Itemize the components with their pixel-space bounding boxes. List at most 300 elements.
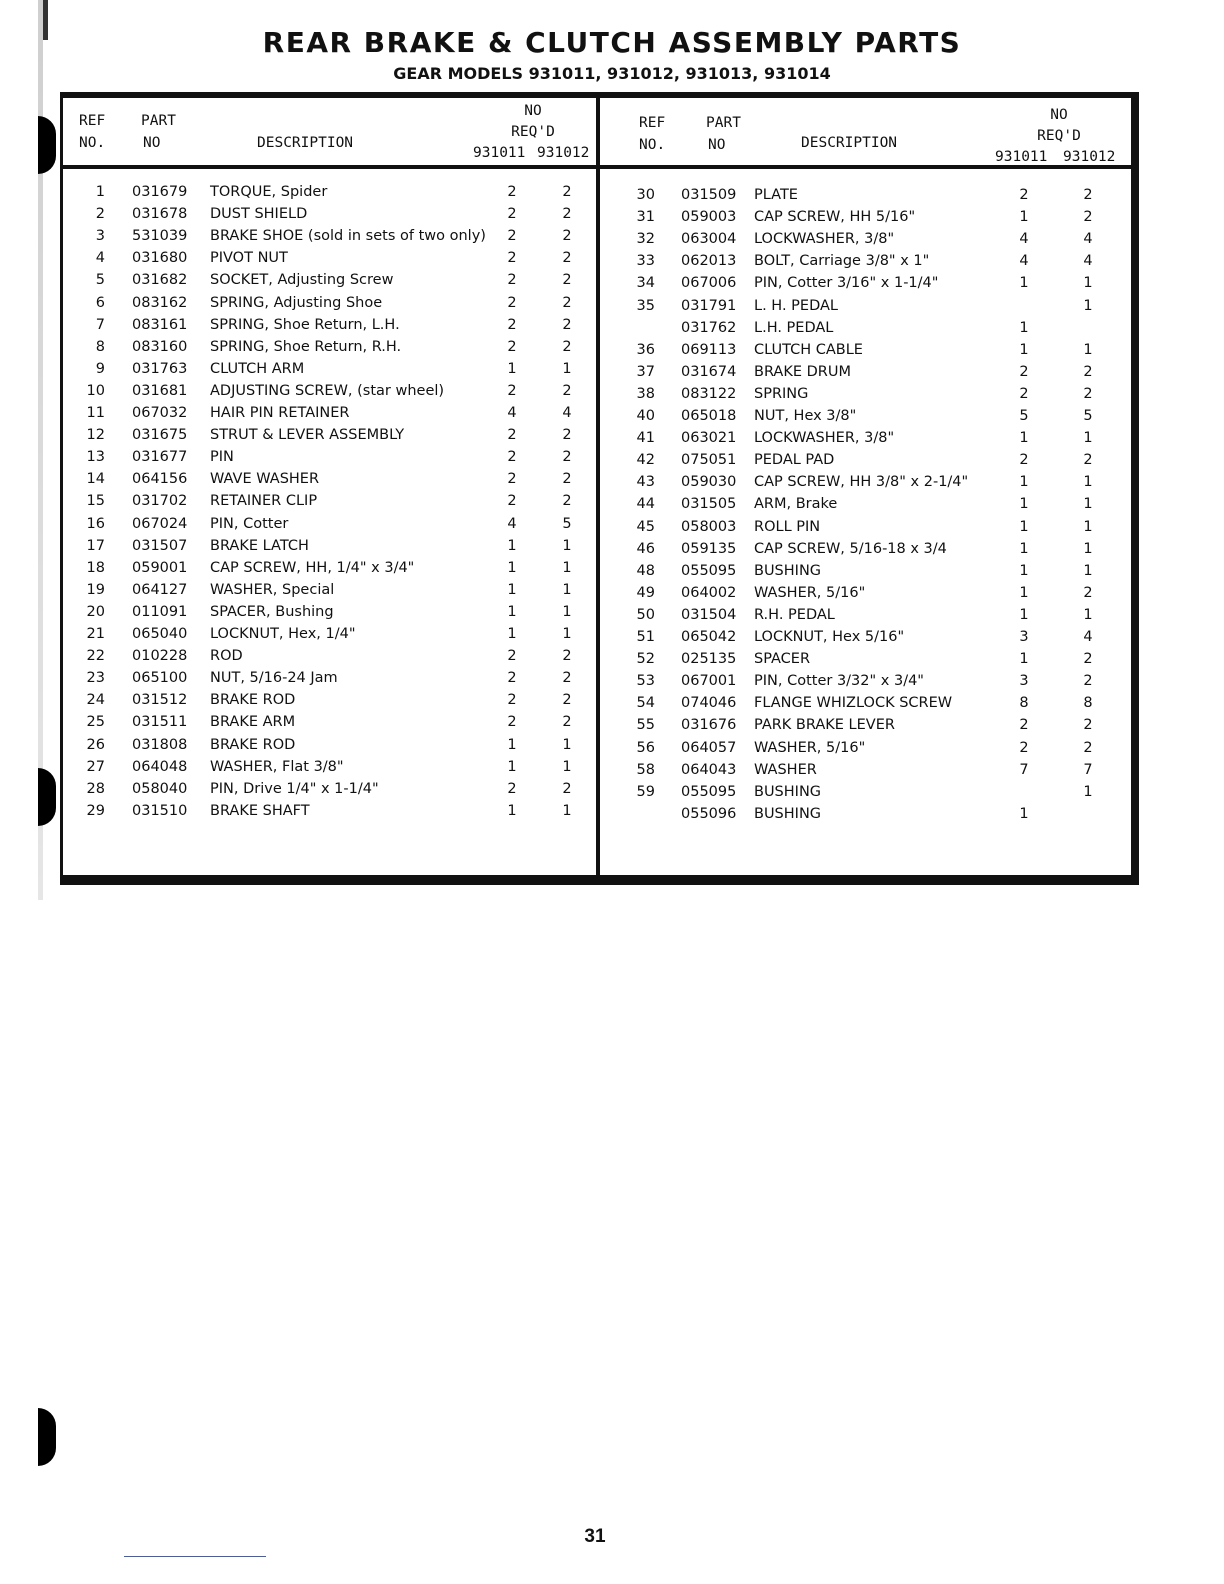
part-number: 059001 bbox=[132, 559, 188, 576]
parts-table bbox=[60, 92, 1139, 885]
header-part-no: NO bbox=[708, 137, 726, 153]
qty-931011: 1 bbox=[1019, 805, 1029, 822]
part-number: 031682 bbox=[132, 272, 188, 289]
part-number: 531039 bbox=[132, 228, 188, 245]
ref-number: 59 bbox=[636, 783, 655, 800]
part-description: LOCKWASHER, 3/8" bbox=[754, 231, 895, 248]
qty-931012: 2 bbox=[1083, 651, 1093, 668]
ref-number: 42 bbox=[636, 452, 655, 469]
qty-931012: 1 bbox=[562, 559, 572, 576]
qty-931011: 2 bbox=[507, 206, 517, 223]
table-row bbox=[63, 206, 1131, 228]
qty-931011: 3 bbox=[1019, 673, 1029, 690]
part-number: 083160 bbox=[132, 338, 188, 355]
part-number: 058003 bbox=[681, 518, 737, 535]
part-number: 069113 bbox=[681, 341, 737, 358]
part-description: CAP SCREW, HH 5/16" bbox=[754, 209, 916, 226]
qty-931012: 4 bbox=[1083, 629, 1093, 645]
part-number: 074046 bbox=[681, 695, 737, 712]
part-description: SPACER bbox=[754, 651, 811, 668]
qty-931011: 2 bbox=[1019, 452, 1029, 469]
ref-number: 56 bbox=[636, 739, 655, 756]
ref-number: 10 bbox=[86, 382, 105, 399]
part-number: 067001 bbox=[681, 673, 737, 690]
header-model-931011: 931011 bbox=[995, 149, 1048, 165]
qty-931011: 7 bbox=[1019, 761, 1029, 778]
table-row bbox=[63, 449, 1131, 471]
ref-number: 25 bbox=[86, 714, 105, 731]
ref-number: 34 bbox=[636, 275, 655, 292]
ref-number: 46 bbox=[636, 540, 655, 557]
ref-number: 50 bbox=[636, 606, 655, 623]
part-number: 059030 bbox=[681, 474, 737, 491]
header-ref-no: NO. bbox=[639, 137, 666, 153]
part-number: 062013 bbox=[681, 253, 737, 270]
part-description: CLUTCH ARM bbox=[210, 360, 305, 377]
qty-931012: 4 bbox=[1083, 253, 1093, 270]
qty-931011: 1 bbox=[1019, 209, 1029, 226]
qty-931012: 2 bbox=[562, 670, 572, 687]
ref-number: 33 bbox=[636, 253, 655, 270]
part-number: 064156 bbox=[132, 471, 188, 488]
part-number: 083162 bbox=[132, 294, 188, 311]
qty-931011: 2 bbox=[507, 294, 517, 311]
punch-hole bbox=[38, 1408, 56, 1466]
header-req-no: NO bbox=[1050, 107, 1068, 123]
qty-931012: 4 bbox=[1083, 231, 1093, 248]
part-description: SPRING, Adjusting Shoe bbox=[210, 294, 383, 311]
qty-931011: 2 bbox=[1019, 717, 1029, 734]
ref-number: 22 bbox=[86, 648, 105, 665]
qty-931011: 4 bbox=[507, 405, 517, 421]
ref-number: 31 bbox=[636, 209, 655, 226]
qty-931011: 2 bbox=[507, 382, 517, 399]
qty-931012: 2 bbox=[562, 316, 572, 333]
table-row bbox=[63, 714, 1131, 736]
qty-931012: 2 bbox=[1083, 385, 1093, 402]
table-row bbox=[63, 250, 1131, 272]
part-description: BRAKE SHOE (sold in sets of two only) bbox=[210, 228, 486, 245]
header-part: PART bbox=[706, 115, 741, 131]
qty-931011: 5 bbox=[1019, 408, 1029, 424]
ref-number: 13 bbox=[86, 449, 105, 466]
qty-931011: 2 bbox=[507, 493, 517, 510]
qty-931012: 2 bbox=[1083, 739, 1093, 756]
part-description: DUST SHIELD bbox=[210, 206, 308, 223]
table-row bbox=[63, 582, 1131, 604]
header-req-no: NO bbox=[524, 103, 542, 119]
part-number: 031791 bbox=[681, 297, 737, 314]
part-number: 067024 bbox=[132, 515, 188, 532]
table-row bbox=[63, 295, 1131, 317]
ref-number: 8 bbox=[95, 338, 105, 355]
ref-number: 28 bbox=[86, 780, 105, 797]
qty-931011: 1 bbox=[507, 603, 517, 620]
part-number: 031762 bbox=[681, 319, 737, 336]
qty-931011: 1 bbox=[1019, 341, 1029, 358]
qty-931012: 2 bbox=[562, 272, 572, 289]
header-reqd: REQ'D bbox=[511, 124, 555, 140]
table-row bbox=[63, 383, 1131, 405]
header-rule-right bbox=[598, 165, 1131, 169]
ref-number: 16 bbox=[86, 515, 105, 532]
qty-931011: 2 bbox=[1019, 385, 1029, 402]
ref-number: 1 bbox=[95, 184, 105, 200]
qty-931011: 1 bbox=[507, 360, 517, 377]
qty-931012: 2 bbox=[1083, 673, 1093, 690]
ref-number: 37 bbox=[636, 363, 655, 380]
part-description: PLATE bbox=[754, 187, 798, 203]
table-row bbox=[63, 471, 1131, 493]
qty-931011: 1 bbox=[1019, 518, 1029, 535]
ref-number: 58 bbox=[636, 761, 655, 778]
part-number: 059135 bbox=[681, 540, 737, 557]
part-description: CAP SCREW, HH 3/8" x 2-1/4" bbox=[754, 474, 969, 491]
part-number: 067006 bbox=[681, 275, 737, 292]
part-number: 031511 bbox=[132, 714, 188, 731]
ref-number: 49 bbox=[636, 584, 655, 601]
qty-931011: 3 bbox=[1019, 629, 1029, 645]
qty-931012: 2 bbox=[562, 449, 572, 466]
ref-number: 11 bbox=[86, 405, 105, 421]
part-description: BOLT, Carriage 3/8" x 1" bbox=[754, 253, 930, 270]
qty-931012: 1 bbox=[562, 581, 572, 598]
part-number: 067032 bbox=[132, 405, 188, 421]
qty-931012: 1 bbox=[1083, 496, 1093, 513]
table-row bbox=[63, 339, 1131, 361]
qty-931011: 2 bbox=[507, 228, 517, 245]
qty-931012: 2 bbox=[1083, 584, 1093, 601]
part-description: ADJUSTING SCREW, (star wheel) bbox=[210, 382, 445, 399]
qty-931012: 1 bbox=[1083, 540, 1093, 557]
qty-931012: 2 bbox=[562, 338, 572, 355]
part-description: BRAKE DRUM bbox=[754, 363, 851, 380]
part-description: BRAKE SHAFT bbox=[210, 802, 310, 819]
qty-931011: 1 bbox=[1019, 606, 1029, 623]
part-description: PIN, Cotter 3/16" x 1-1/4" bbox=[754, 275, 939, 292]
ref-number: 45 bbox=[636, 518, 655, 535]
qty-931011: 2 bbox=[507, 780, 517, 797]
table-row bbox=[63, 516, 1131, 538]
qty-931012: 5 bbox=[562, 515, 572, 532]
part-description: SPRING, Shoe Return, L.H. bbox=[210, 316, 400, 333]
part-number: 065040 bbox=[132, 626, 188, 642]
part-description: PIN, Cotter 3/32" x 3/4" bbox=[754, 673, 924, 690]
page-title: REAR BRAKE & CLUTCH ASSEMBLY PARTS bbox=[262, 26, 962, 59]
table-row bbox=[63, 184, 1131, 206]
qty-931012: 1 bbox=[1083, 430, 1093, 447]
part-number: 083161 bbox=[132, 316, 188, 333]
part-description: R.H. PEDAL bbox=[754, 606, 835, 623]
part-description: SPACER, Bushing bbox=[210, 603, 334, 620]
part-number: 031678 bbox=[132, 206, 188, 223]
part-description: WASHER, 5/16" bbox=[754, 584, 866, 601]
part-number: 031681 bbox=[132, 382, 188, 399]
part-description: NUT, Hex 3/8" bbox=[754, 408, 857, 424]
page-subtitle: GEAR MODELS 931011, 931012, 931013, 931014 bbox=[393, 64, 831, 83]
part-description: BRAKE ARM bbox=[210, 714, 296, 731]
part-description: PIN, Drive 1/4" x 1-1/4" bbox=[210, 780, 379, 797]
ref-number: 5 bbox=[95, 272, 105, 289]
qty-931012: 1 bbox=[1083, 474, 1093, 491]
table-row bbox=[63, 427, 1131, 449]
part-number: 065018 bbox=[681, 408, 737, 424]
qty-931011: 1 bbox=[507, 559, 517, 576]
part-number: 055095 bbox=[681, 562, 737, 579]
part-description: PIN bbox=[210, 449, 234, 466]
header-ref: REF bbox=[79, 113, 106, 129]
part-number: 064057 bbox=[681, 739, 737, 756]
qty-931011: 1 bbox=[1019, 319, 1029, 336]
part-description: SOCKET, Adjusting Screw bbox=[210, 272, 394, 289]
part-number: 025135 bbox=[681, 651, 737, 668]
part-number: 031510 bbox=[132, 802, 188, 819]
qty-931012: 2 bbox=[562, 250, 572, 267]
qty-931011: 4 bbox=[1019, 253, 1029, 270]
ref-number: 27 bbox=[86, 758, 105, 775]
ref-number: 51 bbox=[636, 629, 655, 645]
part-number: 031675 bbox=[132, 427, 188, 444]
header-description: DESCRIPTION bbox=[257, 135, 354, 151]
part-description: PEDAL PAD bbox=[754, 452, 835, 469]
ref-number: 48 bbox=[636, 562, 655, 579]
qty-931011: 2 bbox=[507, 692, 517, 709]
part-description: RETAINER CLIP bbox=[210, 493, 318, 510]
ref-number: 7 bbox=[95, 316, 105, 333]
ref-number: 12 bbox=[86, 427, 105, 444]
table-row bbox=[63, 604, 1131, 626]
page-number: 31 bbox=[584, 1526, 606, 1547]
ref-number: 21 bbox=[86, 626, 105, 642]
part-description: BUSHING bbox=[754, 805, 822, 822]
qty-931011: 1 bbox=[1019, 474, 1029, 491]
header-reqd: REQ'D bbox=[1037, 128, 1081, 144]
part-description: BUSHING bbox=[754, 783, 822, 800]
qty-931011: 1 bbox=[1019, 562, 1029, 579]
qty-931012: 2 bbox=[562, 294, 572, 311]
part-number: 031679 bbox=[132, 184, 188, 200]
part-number: 065042 bbox=[681, 629, 737, 645]
part-number: 064127 bbox=[132, 581, 188, 598]
part-number: 031676 bbox=[681, 717, 737, 734]
qty-931011: 1 bbox=[1019, 540, 1029, 557]
part-description: ARM, Brake bbox=[754, 496, 838, 513]
part-number: 064002 bbox=[681, 584, 737, 601]
part-number: 031507 bbox=[132, 537, 188, 554]
ref-number: 15 bbox=[86, 493, 105, 510]
table-row bbox=[63, 405, 1131, 427]
punch-hole bbox=[38, 768, 56, 826]
header-ref: REF bbox=[639, 115, 666, 131]
ref-number: 38 bbox=[636, 385, 655, 402]
qty-931012: 1 bbox=[562, 603, 572, 620]
ref-number: 9 bbox=[95, 360, 105, 377]
ref-number: 19 bbox=[86, 581, 105, 598]
part-number: 059003 bbox=[681, 209, 737, 226]
header-ref-no: NO. bbox=[79, 135, 106, 151]
qty-931012: 1 bbox=[1083, 297, 1093, 314]
part-description: L.H. PEDAL bbox=[754, 319, 834, 336]
part-number: 031680 bbox=[132, 250, 188, 267]
table-row bbox=[63, 493, 1131, 515]
qty-931012: 2 bbox=[562, 206, 572, 223]
qty-931011: 2 bbox=[507, 714, 517, 731]
ref-number: 52 bbox=[636, 651, 655, 668]
ref-number: 30 bbox=[636, 187, 655, 203]
part-description: WASHER, 5/16" bbox=[754, 739, 866, 756]
part-number: 031763 bbox=[132, 360, 188, 377]
part-number: 065100 bbox=[132, 670, 188, 687]
qty-931012: 1 bbox=[1083, 275, 1093, 292]
part-number: 031504 bbox=[681, 606, 737, 623]
qty-931012: 1 bbox=[1083, 783, 1093, 800]
qty-931011: 2 bbox=[507, 449, 517, 466]
part-description: HAIR PIN RETAINER bbox=[210, 405, 350, 421]
header-rule-left bbox=[63, 165, 598, 169]
part-number: 058040 bbox=[132, 780, 188, 797]
part-number: 064048 bbox=[132, 758, 188, 775]
header-description: DESCRIPTION bbox=[801, 135, 898, 151]
ref-number: 32 bbox=[636, 231, 655, 248]
part-description: FLANGE WHIZLOCK SCREW bbox=[754, 695, 953, 712]
header-part-no: NO bbox=[143, 135, 161, 151]
part-number: 031674 bbox=[681, 363, 737, 380]
part-number: 063021 bbox=[681, 430, 737, 447]
qty-931012: 2 bbox=[562, 648, 572, 665]
ref-number: 43 bbox=[636, 474, 655, 491]
qty-931011: 2 bbox=[507, 648, 517, 665]
qty-931012: 1 bbox=[562, 802, 572, 819]
part-description: ROD bbox=[210, 648, 243, 665]
part-description: LOCKWASHER, 3/8" bbox=[754, 430, 895, 447]
qty-931011: 2 bbox=[507, 338, 517, 355]
part-description: PARK BRAKE LEVER bbox=[754, 717, 895, 734]
ref-number: 44 bbox=[636, 496, 655, 513]
part-description: SPRING, Shoe Return, R.H. bbox=[210, 338, 402, 355]
table-row bbox=[63, 781, 1131, 803]
ref-number: 53 bbox=[636, 673, 655, 690]
ref-number: 40 bbox=[636, 408, 655, 424]
ref-number: 35 bbox=[636, 297, 655, 314]
qty-931012: 2 bbox=[562, 427, 572, 444]
ref-number: 6 bbox=[95, 294, 105, 311]
qty-931012: 1 bbox=[562, 736, 572, 753]
qty-931012: 1 bbox=[1083, 341, 1093, 358]
qty-931011: 2 bbox=[507, 670, 517, 687]
part-description: CAP SCREW, HH, 1/4" x 3/4" bbox=[210, 559, 415, 576]
qty-931011: 4 bbox=[507, 515, 517, 532]
table-row bbox=[63, 692, 1131, 714]
part-number: 083122 bbox=[681, 385, 737, 402]
part-number: 031509 bbox=[681, 187, 737, 203]
part-number: 031677 bbox=[132, 449, 188, 466]
table-row bbox=[63, 538, 1131, 560]
qty-931011: 1 bbox=[507, 736, 517, 753]
ref-number: 3 bbox=[95, 228, 105, 245]
qty-931012: 2 bbox=[562, 692, 572, 709]
ref-number: 23 bbox=[86, 670, 105, 687]
table-row bbox=[63, 228, 1131, 250]
qty-931012: 1 bbox=[1083, 606, 1093, 623]
footer-rule bbox=[124, 1556, 266, 1557]
qty-931011: 4 bbox=[1019, 231, 1029, 248]
ref-number: 36 bbox=[636, 341, 655, 358]
qty-931011: 2 bbox=[1019, 739, 1029, 756]
part-description: BRAKE ROD bbox=[210, 736, 296, 753]
part-number: 055096 bbox=[681, 805, 737, 822]
qty-931012: 2 bbox=[1083, 363, 1093, 380]
part-description: WASHER, Flat 3/8" bbox=[210, 758, 344, 775]
ref-number: 4 bbox=[95, 250, 105, 267]
part-description: STRUT & LEVER ASSEMBLY bbox=[210, 427, 405, 444]
qty-931011: 2 bbox=[507, 184, 517, 200]
ref-number: 17 bbox=[86, 537, 105, 554]
ref-number: 2 bbox=[95, 206, 105, 223]
qty-931012: 2 bbox=[562, 184, 572, 200]
part-description: ROLL PIN bbox=[754, 518, 821, 535]
qty-931012: 2 bbox=[562, 471, 572, 488]
qty-931011: 1 bbox=[1019, 275, 1029, 292]
ref-number: 55 bbox=[636, 717, 655, 734]
qty-931012: 2 bbox=[1083, 452, 1093, 469]
qty-931012: 2 bbox=[1083, 209, 1093, 226]
qty-931012: 1 bbox=[562, 360, 572, 377]
qty-931012: 4 bbox=[562, 405, 572, 421]
part-number: 011091 bbox=[132, 603, 188, 620]
header-part: PART bbox=[141, 113, 176, 129]
qty-931012: 2 bbox=[562, 382, 572, 399]
qty-931012: 2 bbox=[562, 493, 572, 510]
qty-931012: 1 bbox=[1083, 518, 1093, 535]
part-description: LOCKNUT, Hex 5/16" bbox=[754, 629, 905, 645]
part-number: 055095 bbox=[681, 783, 737, 800]
table-row bbox=[63, 560, 1131, 582]
qty-931012: 1 bbox=[1083, 562, 1093, 579]
qty-931012: 1 bbox=[562, 626, 572, 642]
ref-number: 20 bbox=[86, 603, 105, 620]
part-description: WASHER, Special bbox=[210, 581, 335, 598]
part-number: 064043 bbox=[681, 761, 737, 778]
qty-931012: 2 bbox=[1083, 717, 1093, 734]
qty-931011: 2 bbox=[507, 272, 517, 289]
qty-931011: 8 bbox=[1019, 695, 1029, 712]
part-number: 010228 bbox=[132, 648, 188, 665]
qty-931012: 7 bbox=[1083, 761, 1093, 778]
table-row bbox=[63, 670, 1131, 692]
part-description: PIN, Cotter bbox=[210, 515, 289, 532]
part-description: TORQUE, Spider bbox=[210, 184, 328, 200]
qty-931012: 8 bbox=[1083, 695, 1093, 712]
part-description: PIVOT NUT bbox=[210, 250, 288, 267]
qty-931011: 2 bbox=[507, 316, 517, 333]
table-row bbox=[63, 648, 1131, 670]
part-description: LOCKNUT, Hex, 1/4" bbox=[210, 626, 356, 642]
table-row bbox=[63, 272, 1131, 294]
qty-931011: 1 bbox=[507, 537, 517, 554]
qty-931011: 1 bbox=[1019, 584, 1029, 601]
qty-931012: 1 bbox=[562, 537, 572, 554]
part-number: 031512 bbox=[132, 692, 188, 709]
ref-number: 54 bbox=[636, 695, 655, 712]
table-row bbox=[63, 803, 1131, 825]
part-description: L. H. PEDAL bbox=[754, 297, 838, 314]
qty-931012: 2 bbox=[562, 228, 572, 245]
qty-931012: 2 bbox=[1083, 187, 1093, 203]
part-description: BRAKE LATCH bbox=[210, 537, 309, 554]
ref-number: 26 bbox=[86, 736, 105, 753]
qty-931011: 1 bbox=[507, 581, 517, 598]
table-row bbox=[63, 361, 1131, 383]
